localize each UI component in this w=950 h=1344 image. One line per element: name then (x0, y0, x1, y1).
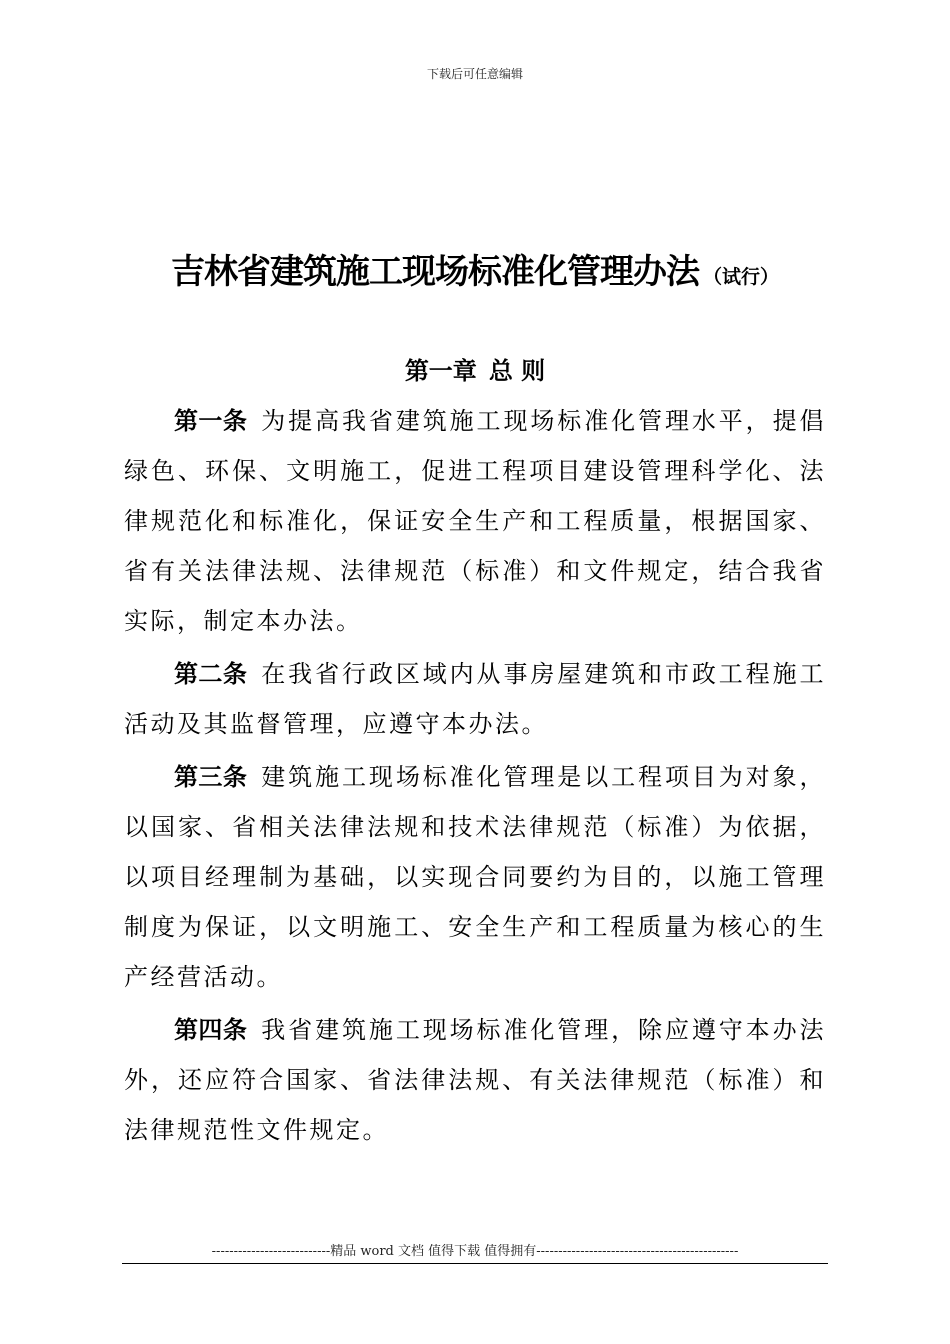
article-4 (124, 1005, 826, 1155)
document-title-main: 吉林省建筑施工现场标准化管理办法 (170, 252, 699, 292)
article-text: 为提高我省建筑施工现场标准化管理水平，提倡绿色、环保、文明施工，促进工程项目建设管理科学化、法律规范化和标准化，保证安全生产和工程质量，根据国家、省有关法律法规、法律规范（标准）和文件规定，结合我省实际，制定本办法。 (124, 407, 827, 635)
page-footer: ---------------------------精品 word 文档 值得下载 值得拥有---------------------------------------------- (211, 1244, 739, 1259)
article-number: 第三条 (174, 763, 248, 791)
article-list (124, 396, 826, 1155)
document-title (0, 250, 950, 299)
article-3 (124, 752, 826, 1002)
page-header: 下载后可任意编辑 (426, 67, 523, 81)
chapter-heading (0, 352, 950, 390)
article-1 (124, 396, 826, 646)
article-number: 第二条 (174, 660, 248, 688)
chapter-name: 总 则 (488, 357, 546, 385)
article-text: 我省建筑施工现场标准化管理，除应遵守本办法外，还应符合国家、省法律法规、有关法律规范（标准）和法律规范性文件规定。 (124, 1016, 827, 1144)
footer-divider (122, 1263, 828, 1264)
document-title-suffix: （试行） (702, 266, 779, 288)
article-text: 建筑施工现场标准化管理是以工程项目为对象，以国家、省相关法律法规和技术法律规范（标准）为依据，以项目经理制为基础，以实现合同要约为目的，以施工管理制度为保证，以文明施工、安全生产和工程质量为核心的生产经营活动。 (124, 763, 827, 991)
article-number: 第一条 (174, 407, 248, 435)
article-2 (124, 649, 826, 749)
chapter-number: 第一章 (404, 357, 477, 385)
article-number: 第四条 (174, 1016, 248, 1044)
article-text: 在我省行政区域内从事房屋建筑和市政工程施工活动及其监督管理，应遵守本办法。 (124, 660, 827, 738)
